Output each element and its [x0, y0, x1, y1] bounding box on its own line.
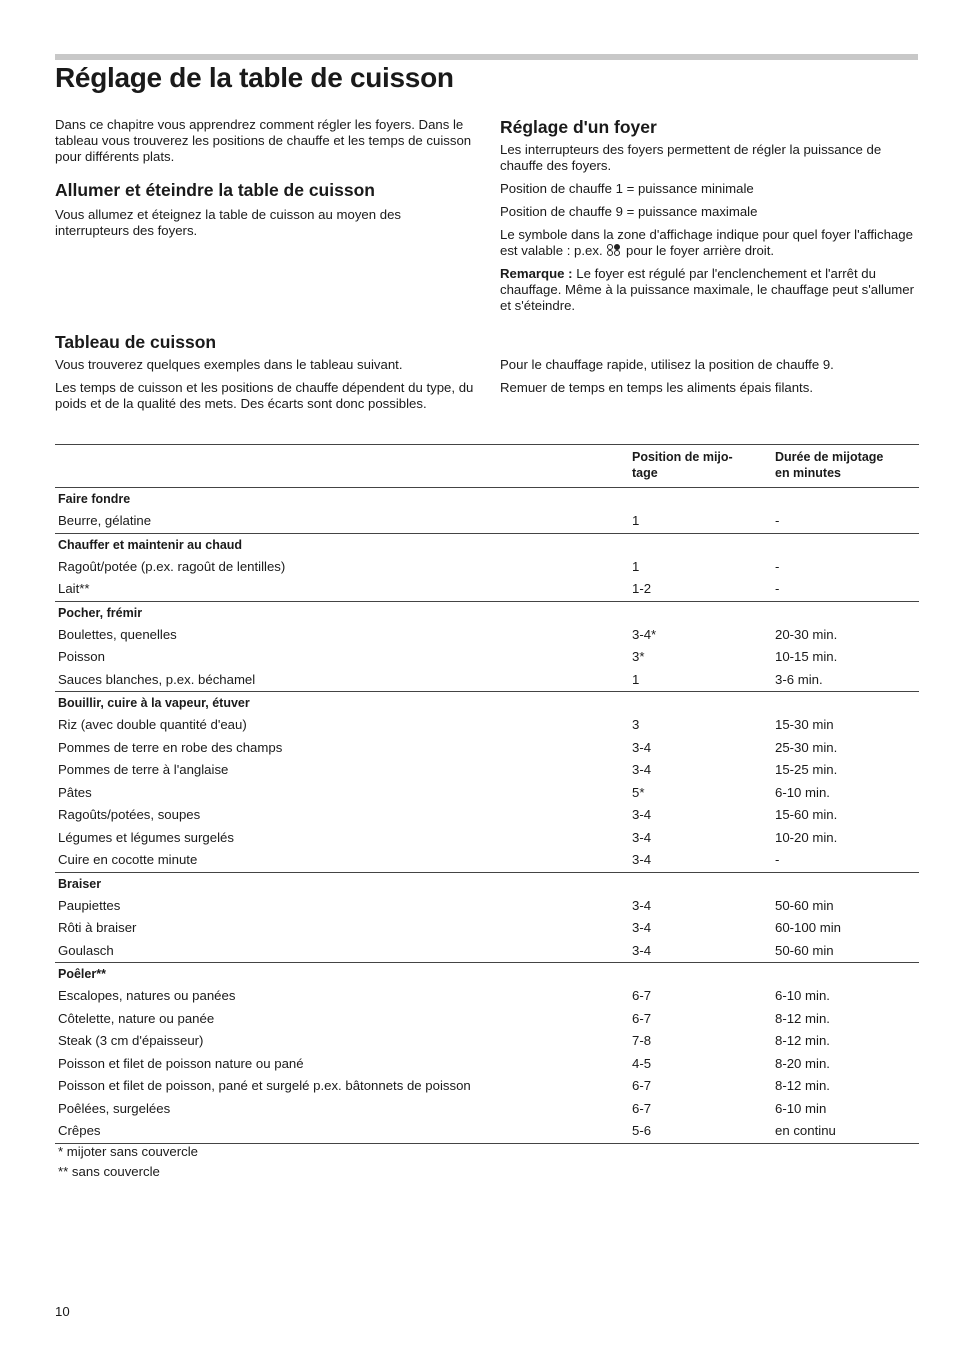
- table-cell-duration: 50-60 min: [775, 897, 834, 913]
- reglage-p3: Position de chauffe 9 = puissance maximale: [500, 204, 758, 219]
- table-cell-duration: 6-10 min.: [775, 784, 830, 800]
- table-cell-dish: Ragoût/potée (p.ex. ragoût de lentilles): [58, 558, 286, 574]
- reglage-p4: [500, 227, 920, 259]
- table-cell-position: 3-4: [632, 807, 652, 822]
- table-header-duration-text: Durée de mijotage en minutes: [775, 450, 884, 480]
- table-cell-position: 3*: [632, 649, 645, 664]
- table-cell-position: 3-4: [632, 852, 652, 867]
- table-cell-duration: en continu: [772, 1120, 919, 1143]
- table-row: [55, 1053, 919, 1076]
- table-cell-dish: Poêlées, surgelées: [58, 1100, 171, 1116]
- on-off-heading: Allumer et éteindre la table de cuisson: [55, 180, 375, 200]
- table-cell-dish: Côtelette, nature ou panée: [58, 1010, 215, 1026]
- table-cell-position: 1: [632, 671, 640, 687]
- table-row: [55, 1030, 919, 1053]
- reglage-p1: Les interrupteurs des foyers permettent de régler la puissance de chauffe des foyers.: [500, 142, 882, 173]
- table-cell-position: 1: [632, 513, 640, 528]
- table-cell-position: 3-4: [632, 920, 652, 935]
- table-cell-dish: Beurre, gélatine: [58, 513, 152, 528]
- table-cell-position: 3-4: [632, 897, 652, 913]
- header-rule: [55, 54, 918, 60]
- table-row: [55, 1008, 919, 1031]
- table-cell-duration: 6-10 min.: [775, 988, 830, 1003]
- reglage-p4-before: Le symbole dans la zone d'affichage indique pour quel foyer l'affichage est valable : p.ex.: [500, 227, 913, 258]
- table-cell-duration: 15-60 min.: [775, 807, 838, 822]
- table-cell-position: 3-4*: [632, 626, 657, 642]
- table-cell-dish: Pommes de terre en robe des champs: [58, 739, 283, 755]
- reglage-p4-after: pour le foyer arrière droit.: [625, 243, 775, 258]
- right-column-bottom: [500, 357, 920, 403]
- table-cell-duration: -: [775, 852, 780, 867]
- left-column-top: [55, 117, 475, 246]
- table-row: [55, 737, 919, 760]
- table-group-row: [55, 533, 919, 556]
- table-group-row: [55, 692, 919, 715]
- table-cell-duration: 8-12 min.: [775, 1033, 830, 1048]
- table-cell-dish: Goulasch: [58, 942, 114, 958]
- table-cell-position: 3-4: [632, 829, 652, 845]
- table-cell-position: 5*: [632, 784, 645, 800]
- table-cell-dish: Rôti à braiser: [58, 920, 137, 935]
- table-cell-duration: 25-30 min.: [775, 739, 838, 755]
- table-cell-dish: Cuire en cocotte minute: [58, 852, 198, 867]
- footnotes: [58, 1142, 198, 1182]
- table-cell-duration: 20-30 min.: [775, 626, 838, 642]
- table-row: [55, 1075, 919, 1098]
- table-row: [55, 556, 919, 579]
- table-cell-position: 4-5: [632, 1055, 652, 1071]
- table-cell-position: 5-6: [629, 1120, 772, 1143]
- table-cell-position: 7-8: [632, 1033, 652, 1048]
- table-row: [55, 624, 919, 647]
- table-cell-dish: Lait**: [58, 581, 90, 596]
- table-cell-dish: Poisson et filet de poisson nature ou pané: [58, 1055, 304, 1071]
- table-header-duration: [772, 445, 919, 488]
- table-cell-dish: Sauces blanches, p.ex. béchamel: [58, 671, 256, 687]
- tableau-p3: Pour le chauffage rapide, utilisez la position de chauffe 9.: [500, 357, 834, 372]
- table-cell-dish: Pâtes: [58, 784, 92, 800]
- table-cell-dish: Paupiettes: [58, 897, 121, 913]
- table-row: [55, 510, 919, 533]
- table-group-row: [55, 488, 919, 511]
- remark: [500, 266, 920, 314]
- table-cell-duration: -: [775, 581, 780, 596]
- table-group-label: Poêler**: [55, 963, 919, 986]
- table-row: [55, 804, 919, 827]
- reglage-p2: Position de chauffe 1 = puissance minimale: [500, 181, 754, 196]
- table-row: [55, 895, 919, 918]
- table-group-label: Faire fondre: [58, 492, 131, 506]
- table-cell-dish: Poisson et filet de poisson, pané et surgelé p.ex. bâtonnets de poisson: [58, 1078, 471, 1093]
- table-row: [55, 1120, 919, 1143]
- rear-right-hotplate-icon: [606, 244, 622, 256]
- table-cell-duration: 15-30 min: [775, 717, 834, 732]
- table-cell-duration: 10-15 min.: [775, 649, 838, 664]
- tableau-heading: Tableau de cuisson: [55, 332, 217, 352]
- table-cell-position: 3-4: [632, 762, 652, 777]
- table-cell-position: 1: [632, 558, 640, 574]
- footnote-2: ** sans couvercle: [58, 1164, 160, 1179]
- table-cell-duration: 3-6 min.: [775, 671, 823, 687]
- table-header-row: [55, 445, 919, 488]
- table-cell-duration: 8-20 min.: [775, 1055, 830, 1071]
- remark-label: Remarque :: [500, 266, 573, 281]
- table-group-row: [55, 601, 919, 624]
- on-off-text: Vous allumez et éteignez la table de cuisson au moyen des interrupteurs des foyers.: [55, 207, 402, 238]
- table-group-label: Pocher, frémir: [55, 601, 919, 624]
- cooking-table: [55, 444, 919, 1144]
- table-cell-dish: Ragoûts/potées, soupes: [58, 807, 201, 822]
- table-cell-duration: 10-20 min.: [775, 829, 838, 845]
- table-row: [55, 714, 919, 737]
- table-cell-duration: 15-25 min.: [775, 762, 838, 777]
- table-row: [55, 827, 919, 850]
- page-number: 10: [55, 1304, 70, 1319]
- table-cell-duration: 8-12 min.: [775, 1010, 830, 1026]
- reglage-heading: Réglage d'un foyer: [500, 117, 657, 137]
- table-header-position: [629, 445, 772, 488]
- table-header-position-text: Position de mijo- tage: [632, 450, 733, 480]
- left-column-bottom: [55, 331, 475, 419]
- table-row: [55, 782, 919, 805]
- table-cell-position: 6-7: [632, 1100, 652, 1116]
- table-cell-position: 6-7: [632, 1010, 652, 1026]
- table-header-dish: [55, 445, 629, 488]
- table-cell-dish: Crêpes: [55, 1120, 629, 1143]
- intro-paragraph: Dans ce chapitre vous apprendrez comment régler les foyers. Dans le tableau vous trouverez les positions de chauffe et les temps de cuisson pour différents plats.: [55, 117, 472, 164]
- table-row: [55, 669, 919, 692]
- table-group-label: Bouillir, cuire à la vapeur, étuver: [55, 692, 919, 715]
- table-group-row: [55, 872, 919, 895]
- table-cell-position: 6-7: [632, 988, 652, 1003]
- table-row: [55, 578, 919, 601]
- table-row: [55, 1098, 919, 1121]
- table-cell-dish: Steak (3 cm d'épaisseur): [58, 1033, 204, 1048]
- table-cell-duration: -: [775, 558, 780, 574]
- table-group-label: Chauffer et maintenir au chaud: [55, 533, 919, 556]
- table-cell-dish: Riz (avec double quantité d'eau): [58, 717, 247, 732]
- table-cell-dish: Poisson: [58, 649, 105, 664]
- table-cell-position: 3-4: [632, 739, 652, 755]
- table-cell-duration: 6-10 min: [775, 1100, 827, 1116]
- table-row: [55, 985, 919, 1008]
- footnote-1: * mijoter sans couvercle: [58, 1144, 198, 1159]
- table-cell-position: 3: [632, 717, 640, 732]
- table-group-row: [55, 963, 919, 986]
- table-cell-dish: Pommes de terre à l'anglaise: [58, 762, 229, 777]
- table-cell-position: 3-4: [632, 942, 652, 958]
- tableau-p2: Les temps de cuisson et les positions de chauffe dépendent du type, du poids et de la qualité des mets. Des écarts sont donc possibles.: [55, 380, 474, 411]
- tableau-p4: Remuer de temps en temps les aliments épais filants.: [500, 380, 813, 395]
- table-cell-duration: 50-60 min: [775, 942, 834, 958]
- page-title: Réglage de la table de cuisson: [55, 62, 454, 93]
- table-group-label: Braiser: [55, 872, 919, 895]
- table-cell-duration: -: [775, 513, 780, 528]
- table-row: [55, 849, 919, 872]
- table-row: [55, 646, 919, 669]
- table-row: [55, 940, 919, 963]
- table-cell-dish: Boulettes, quenelles: [58, 626, 177, 642]
- table-row: [55, 759, 919, 782]
- table-cell-position: 1-2: [632, 581, 652, 596]
- remark-text: Le foyer est régulé par l'enclenchement et l'arrêt du chauffage. Même à la puissance maximale, le chauffage peut s'allumer et s'éteindre.: [500, 266, 915, 313]
- table-body: [55, 488, 919, 1144]
- table-row: [55, 917, 919, 940]
- table-cell-position: 6-7: [632, 1078, 652, 1093]
- tableau-p1: Vous trouverez quelques exemples dans le tableau suivant.: [55, 357, 403, 372]
- table-cell-duration: 60-100 min: [775, 920, 841, 935]
- right-column-top: [500, 116, 920, 321]
- table-cell-dish: Escalopes, natures ou panées: [58, 988, 236, 1003]
- table-cell-duration: 8-12 min.: [775, 1078, 830, 1093]
- table-cell-dish: Légumes et légumes surgelés: [58, 829, 234, 845]
